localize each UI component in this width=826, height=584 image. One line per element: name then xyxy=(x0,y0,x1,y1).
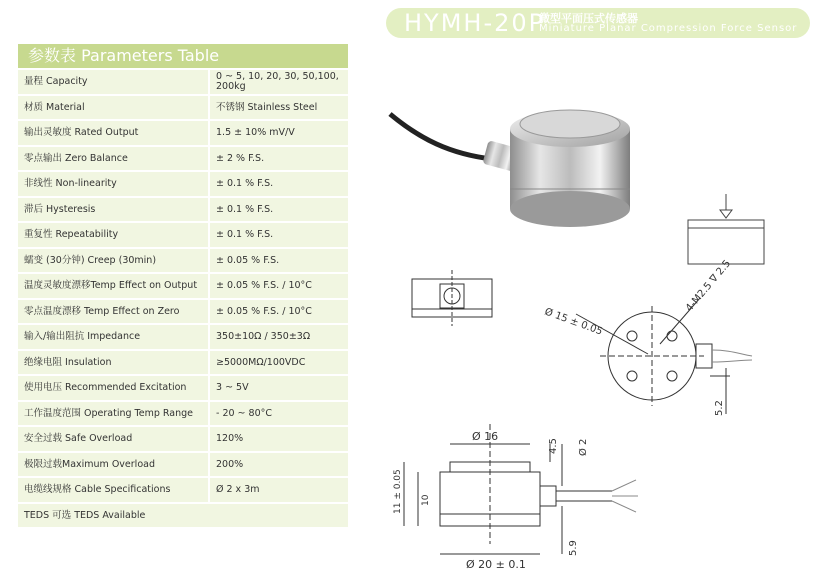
dim-height-total: 11 ± 0.05 xyxy=(393,469,403,514)
param-label: 电缆线规格 Cable Specifications xyxy=(18,478,208,502)
table-row xyxy=(18,198,348,222)
table-row xyxy=(18,121,348,145)
param-label: 使用电压 Recommended Excitation xyxy=(18,376,208,400)
param-value: ± 2 % F.S. xyxy=(210,147,348,171)
dim-top-diameter: Ø 15 ± 0.05 xyxy=(542,306,604,338)
product-name-en: Miniature Planar Compression Force Sensor xyxy=(539,23,798,34)
table-row xyxy=(18,223,348,247)
table-row xyxy=(18,274,348,298)
param-value: ≥5000MΩ/100VDC xyxy=(210,351,348,375)
param-label: 输出灵敏度 Rated Output xyxy=(18,121,208,145)
dim-body-diameter: Ø 16 xyxy=(472,430,499,443)
param-value: 200% xyxy=(210,453,348,477)
param-value: ± 0.05 % F.S. xyxy=(210,249,348,273)
param-value: 不锈钢 Stainless Steel xyxy=(210,96,348,120)
param-label: 材质 Material xyxy=(18,96,208,120)
param-label: 量程 Capacity xyxy=(18,70,208,94)
table-row xyxy=(18,376,348,400)
param-value: - 20 ~ 80°C xyxy=(210,402,348,426)
table-row xyxy=(18,427,348,451)
product-name-zh: 微型平面压式传感器 xyxy=(539,12,638,25)
table-row xyxy=(18,147,348,171)
param-value: 120% xyxy=(210,427,348,451)
param-label: 非线性 Non-linearity xyxy=(18,172,208,196)
table-row xyxy=(18,478,348,502)
param-value: Ø 2 x 3m xyxy=(210,478,348,502)
param-label: 蠕变 (30分钟) Creep (30min) xyxy=(18,249,208,273)
param-label: 工作温度范围 Operating Temp Range xyxy=(18,402,208,426)
param-value: ± 0.1 % F.S. xyxy=(210,198,348,222)
table-row xyxy=(18,172,348,196)
top-view-drawing xyxy=(576,298,752,414)
param-value: ± 0.1 % F.S. xyxy=(210,172,348,196)
param-value: ± 0.05 % F.S. / 10°C xyxy=(210,274,348,298)
parameters-table xyxy=(18,70,348,529)
param-value: ± 0.05 % F.S. / 10°C xyxy=(210,300,348,324)
table-row xyxy=(18,325,348,349)
table-row xyxy=(18,300,348,324)
dim-45: 4.5 xyxy=(548,438,559,454)
dim-hole-spec: 4-M2.5 ∇ 2.5 xyxy=(683,258,734,314)
table-row xyxy=(18,249,348,273)
table-row xyxy=(18,453,348,477)
param-label: 零点温度漂移 Temp Effect on Zero xyxy=(18,300,208,324)
product-title-badge xyxy=(386,8,810,38)
param-label: 安全过载 Safe Overload xyxy=(18,427,208,451)
param-label: 零点输出 Zero Balance xyxy=(18,147,208,171)
param-label: 绝缘电阻 Insulation xyxy=(18,351,208,375)
load-direction-view xyxy=(688,194,764,264)
param-value: 350±10Ω / 350±3Ω xyxy=(210,325,348,349)
table-row xyxy=(18,351,348,375)
sensor-drawings xyxy=(380,44,826,584)
param-label: TEDS 可选 TEDS Available xyxy=(18,504,348,528)
model-number: HYMH-20P xyxy=(404,9,546,37)
table-row xyxy=(18,96,348,120)
dim-height-body: 10 xyxy=(421,494,431,506)
dim-base-diameter: Ø 20 ± 0.1 xyxy=(466,558,526,571)
parameters-table-title: 参数表 Parameters Table xyxy=(18,44,348,68)
param-label: 滞后 Hysteresis xyxy=(18,198,208,222)
param-label: 重复性 Repeatability xyxy=(18,223,208,247)
param-value: 1.5 ± 10% mV/V xyxy=(210,121,348,145)
param-label: 输入/输出阻抗 Impedance xyxy=(18,325,208,349)
side-view-drawing xyxy=(412,270,492,326)
sensor-photo xyxy=(390,110,630,227)
param-label: 极限过载Maximum Overload xyxy=(18,453,208,477)
table-row xyxy=(18,402,348,426)
dim-cable-offset: 5.2 xyxy=(714,400,725,416)
param-value: ± 0.1 % F.S. xyxy=(210,223,348,247)
table-row xyxy=(18,70,348,94)
dim-59: 5.9 xyxy=(568,540,579,556)
front-elevation-drawing xyxy=(404,424,638,554)
param-value: 0 ~ 5, 10, 20, 30, 50,100, 200kg xyxy=(210,70,348,94)
dim-d2: Ø 2 xyxy=(578,438,589,456)
param-label: 温度灵敏度漂移Temp Effect on Output xyxy=(18,274,208,298)
table-row xyxy=(18,504,348,528)
param-value: 3 ~ 5V xyxy=(210,376,348,400)
